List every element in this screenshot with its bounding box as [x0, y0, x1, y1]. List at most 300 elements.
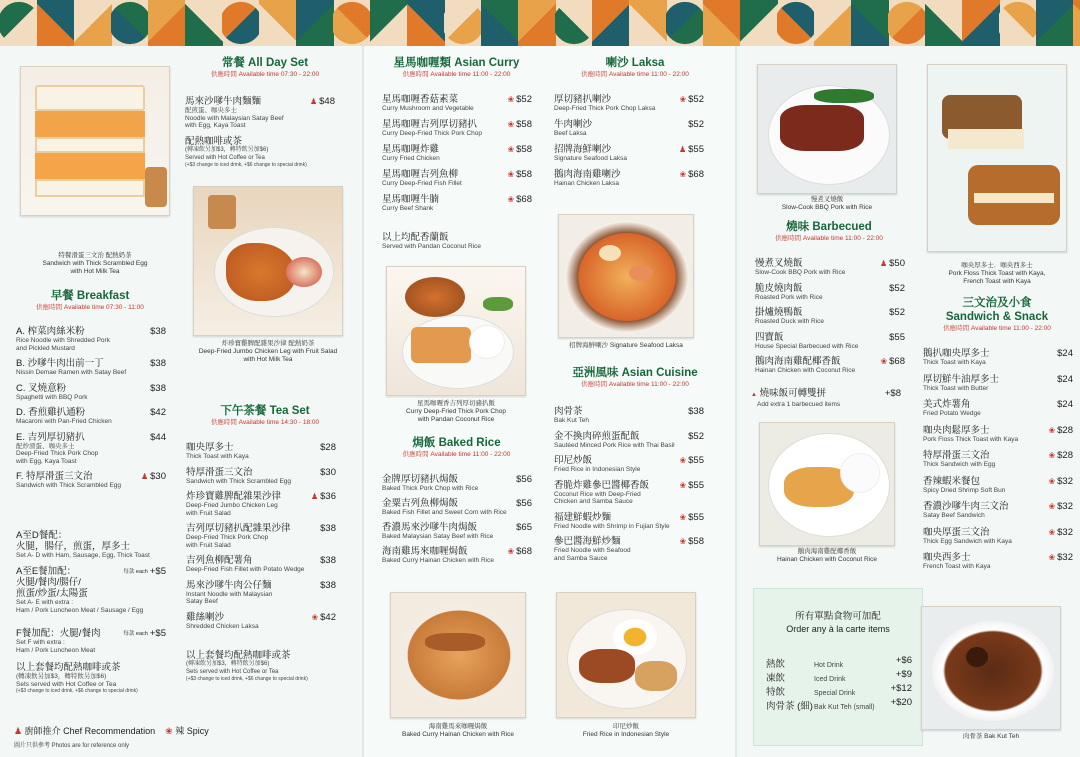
menu-item[interactable] [554, 119, 704, 138]
item-name-zh: 雞絲喇沙 [186, 611, 225, 623]
carte-item-zh: 特飲 [766, 687, 786, 698]
note-zh: (轉凍飲另加$3，轉特飲另加$6) [185, 147, 269, 153]
menu-item[interactable] [554, 406, 704, 425]
price-value: $38 [320, 555, 336, 566]
item-name-en: Slow-Cook BBQ Pork with Rice [755, 269, 846, 276]
chili-icon: ❀ [1048, 476, 1056, 486]
item-name-en: with Egg, Kaya Toast [16, 457, 77, 465]
addon-en: Set A- E with extra : [16, 599, 74, 606]
caption-zh: 招牌海鮮喇沙 Signature Seafood Laksa [569, 342, 683, 349]
caption-en: Fried Rice in Indonesian Style [582, 731, 670, 738]
photo-caption [390, 723, 526, 739]
item-price [1048, 425, 1073, 436]
pattern-tile [222, 0, 260, 46]
item-name-en: Fried Noodle with Seafood [554, 547, 631, 554]
note-zh: (轉凍飲另加$3，轉特飲另加$6) [186, 661, 270, 667]
photo-hainan [759, 422, 895, 546]
carte-item[interactable] [766, 697, 912, 713]
chili-icon: ❀ [1048, 425, 1056, 435]
photo-caption [386, 400, 526, 424]
item-price [516, 498, 532, 509]
item-price [889, 283, 905, 294]
price-value: $55 [688, 144, 704, 155]
note-en: Sets served with Hot Coffee or Tea [186, 668, 279, 675]
item-name-en: Coconut Rice with Deep-Fried [554, 490, 641, 498]
caption-en: with Pandan Coconut Rice [417, 416, 495, 423]
item-price [311, 612, 336, 623]
menu-item[interactable] [382, 498, 532, 517]
menu-item[interactable] [382, 474, 532, 493]
caption-zh: 炸珍寶雞脾配雜果沙律 配熱奶茶 [221, 340, 315, 347]
chili-icon: ❀ [311, 612, 319, 622]
menu-item[interactable] [186, 467, 336, 486]
item-price [516, 474, 532, 485]
photo-porkchop [386, 266, 526, 396]
item-name-zh: C. 叉燒意粉 [16, 382, 67, 394]
photo-caption [759, 548, 895, 564]
item-price [311, 491, 336, 502]
item-name-zh: 慢煮叉燒飯 [755, 258, 803, 269]
item-name-en: 配炒滑蛋、咖央多士 [16, 442, 75, 450]
menu-item[interactable] [186, 555, 336, 574]
price-value: $50 [889, 258, 905, 269]
note-en: (+$3 change to iced drink, +$6 change to special drink) [185, 162, 307, 168]
menu-item[interactable] [554, 536, 704, 562]
menu-item[interactable] [382, 546, 532, 565]
chili-icon: ❀ [507, 195, 515, 204]
caption-en: Sandwich with Thick Scrambled Egg [42, 260, 148, 267]
photo-bbqpork [757, 64, 897, 194]
item-name-en: Curry Deep-Fried Thick Pork Chop [382, 130, 482, 137]
pattern-tile [592, 0, 630, 46]
pattern-tile [851, 0, 889, 46]
section-title: 早餐 Breakfast [50, 290, 130, 302]
section-hours: 供應時間 Available time 11:00 - 22:00 [402, 451, 511, 458]
bullet-icon: ▲ [751, 392, 757, 398]
addon-en: (轉凍飲另加$3，轉特飲另加$6) [16, 673, 107, 680]
item-name-en: Thick Egg Sandwich with Kaya [923, 537, 1012, 545]
item-name-en: Fried Rice in Indonesian Style [554, 466, 641, 473]
menu-item[interactable] [554, 431, 704, 450]
chili-icon: ❀ [507, 547, 515, 556]
section-hours: 供應時間 Available time 07:30 - 11:00 [36, 304, 144, 311]
legend [14, 726, 354, 751]
price-value: $32 [1057, 526, 1073, 538]
menu-item[interactable] [923, 527, 1073, 546]
item-price [688, 119, 704, 130]
item-name-en: Satay Beef Sandwich [923, 512, 985, 519]
section-hours: 供應時間 Available time 11:00 - 22:00 [581, 71, 689, 78]
menu-item[interactable] [382, 119, 532, 138]
caption-en: Baked Curry Hainan Chicken with Rice [402, 731, 514, 738]
section-hours: 供應時間 Available time 14:30 - 18:00 [210, 419, 320, 426]
item-name-zh: 吉列厚切豬扒配雜果沙律 [186, 523, 291, 534]
item-name-zh: 星馬咖喱牛腩 [382, 194, 440, 205]
menu-item[interactable] [923, 425, 1073, 444]
menu-item[interactable] [186, 523, 336, 549]
price-value: $24 [1057, 373, 1073, 385]
menu-item[interactable] [382, 94, 532, 113]
item-name-zh: 招牌海鮮喇沙 [554, 144, 612, 155]
price-value: $55 [688, 511, 704, 523]
price-value: $36 [320, 491, 336, 502]
caption-zh: 肉骨茶 Bak Kut Teh [962, 733, 1020, 740]
item-name-en: Spicy Dried Shrimp Soft Bun [923, 486, 1006, 494]
section-allday-header [180, 56, 350, 79]
item-name-zh: 香脆炸雞參巴醬椰香飯 [554, 479, 650, 491]
addon-zh: 火腿/餐肉/腸仔/ [16, 577, 81, 588]
pattern-tile [111, 0, 149, 46]
item-name-zh: 馬來沙嗲牛肉公仔麵 [186, 579, 272, 591]
caption-en: with Hot Milk Tea [243, 356, 293, 363]
item-price [150, 326, 166, 337]
item-name-en: Fried Noodle with Shrimp in Fujian Style [554, 522, 670, 530]
price-value: $68 [889, 356, 905, 367]
section-breakfast-header [14, 289, 166, 312]
chili-icon: ❀ [679, 95, 687, 104]
addon-en: Set A- D with Ham, Sausage, Egg, Thick Toast [16, 552, 150, 559]
item-name-en: Curry Beef Shank [382, 205, 434, 212]
menu-item[interactable] [755, 307, 905, 326]
section-title: 下午茶餐 Tea Set [220, 405, 310, 417]
item-name-en: and Samba Sauce [554, 554, 608, 562]
item-name-zh: 星馬咖喱香菇素菜 [382, 94, 459, 105]
item-name-zh: 炸珍寶雞脾配雜果沙律 [186, 491, 282, 502]
carte-title-en: Order any à la carte items [786, 624, 890, 634]
price-value: $42 [320, 611, 336, 623]
section-laksa-header [550, 56, 720, 79]
item-name-zh: 燒味飯可轉雙拼 [759, 388, 827, 399]
item-price [679, 94, 704, 105]
price-value: $52 [889, 282, 905, 294]
menu-item[interactable] [382, 194, 532, 213]
price-value: $68 [516, 194, 532, 205]
menu-item[interactable] [16, 326, 166, 352]
item-name-zh: 吉列魚柳配薯角 [186, 555, 253, 566]
item-price [688, 431, 704, 442]
menu-item[interactable] [186, 442, 336, 461]
pattern-tile [148, 0, 186, 46]
each-label: 每款 each [123, 569, 148, 575]
pattern-tile [888, 0, 926, 46]
menu-item[interactable] [923, 348, 1073, 367]
price-value: $42 [150, 407, 166, 418]
item-name-zh: 鵝肉海南雞喇沙 [554, 169, 621, 180]
item-name-zh: 特厚滑蛋三文治 [186, 466, 253, 478]
breakfast-addon [16, 530, 166, 560]
section-title: 常餐 All Day Set [221, 57, 309, 69]
menu-item[interactable] [186, 612, 336, 631]
item-name-en: Chicken and Samba Sauce [554, 498, 633, 505]
item-price [889, 307, 905, 318]
section-title: 燒味 Barbecued [786, 221, 872, 233]
menu-item[interactable] [554, 169, 704, 188]
pattern-tile [37, 0, 75, 46]
caption-zh: 海南雞馬來咖喱焗飯 [428, 723, 488, 730]
item-name-en: Noodle with Malaysian Satay Beef [185, 114, 284, 122]
price-value: $55 [688, 455, 704, 466]
addon-zh: A至D餐配： [16, 530, 68, 541]
section-hours: 供應時間 Available time 07:30 - 22:00 [210, 71, 320, 78]
carte-item-en: Hot Drink [814, 662, 844, 669]
item-price [1048, 450, 1073, 461]
item-name-zh: 金不換肉碎煎蛋配飯 [554, 430, 640, 442]
menu-item[interactable] [554, 455, 704, 474]
carte-item-en: Iced Drink [814, 676, 846, 683]
menu-item[interactable] [186, 580, 336, 606]
item-price [1057, 399, 1073, 410]
breakfast-addon [16, 566, 166, 614]
item-name-zh: 肉骨茶 [554, 406, 583, 417]
menu-item[interactable] [923, 374, 1073, 393]
item-name-en: Shredded Chicken Laksa [186, 622, 259, 630]
item-name-zh: 星馬咖喱炸雞 [382, 144, 440, 155]
menu-item[interactable] [923, 399, 1073, 418]
note-zh: 以上均配香蘭飯 [382, 232, 449, 243]
item-price [1057, 374, 1073, 385]
price-value: $28 [1057, 450, 1073, 461]
chef-hat-icon: ♟ [140, 472, 149, 481]
note-zh: 配熱咖啡或茶 [185, 136, 243, 147]
addon-zh: 火腿，腸仔，煎蛋，厚多士 [16, 541, 131, 552]
curry-note [382, 232, 542, 251]
price-value: +$5 [149, 566, 166, 577]
item-name-en: French Toast with Kaya [923, 563, 991, 570]
addon-en: (+$3 change to iced drink, +$6 change to special drink) [16, 688, 138, 694]
chili-icon: ❀ [679, 480, 687, 490]
price-value: $32 [1057, 501, 1073, 512]
pattern-tile [629, 0, 667, 46]
chili-icon: ❀ [679, 170, 687, 179]
item-price [507, 546, 532, 557]
item-name-en: Deep-Fried Thick Pork Chop [16, 450, 99, 457]
photo-toast [927, 64, 1067, 252]
item-name-en: Thick Toast with Kaya [923, 359, 986, 366]
bbq-extra[interactable] [751, 388, 901, 409]
item-name-en: Thick Toast with Kaya [186, 453, 249, 460]
section-title-en: Sandwich & Snack [945, 311, 1049, 323]
item-name-zh: 鵝扒咖央厚多士 [923, 348, 990, 359]
carte-price: +$9 [895, 669, 912, 680]
item-name-en: Fried Potato Wedge [923, 410, 981, 417]
menu-item-allday[interactable] [185, 96, 335, 130]
pattern-tile [962, 0, 1000, 46]
price-value: $68 [688, 169, 704, 180]
menu-item[interactable] [554, 512, 704, 531]
photo-sandwich [20, 66, 170, 216]
price-value: $38 [320, 523, 336, 534]
addon-en: Ham / Pork Luncheon Meat [16, 646, 96, 654]
menu-item[interactable] [923, 552, 1073, 571]
note-en: Served with Pandan Coconut Rice [382, 243, 482, 250]
pattern-tile [296, 0, 334, 46]
item-price [1048, 552, 1073, 563]
item-price [320, 523, 336, 534]
item-name-en: Instant Noodle with Malaysian [186, 590, 273, 598]
section-hours: 供應時間 Available time 11:00 - 22:00 [775, 235, 883, 242]
item-name-zh: 脆皮燒肉飯 [755, 282, 803, 294]
item-name-zh: 厚切鮮牛油厚多士 [923, 373, 1000, 385]
chili-icon: ❀ [679, 456, 687, 465]
item-name-en: Macaroni with Pan-Fried Chicken [16, 418, 112, 425]
menu-item[interactable] [923, 450, 1073, 469]
addon-en: Sets served with Hot Coffee or Tea [16, 680, 117, 688]
item-price [150, 383, 166, 394]
price-value: $55 [889, 331, 905, 343]
menu-item[interactable] [16, 471, 166, 490]
section-snack-header [917, 296, 1077, 333]
item-price [320, 442, 336, 453]
item-name-zh: 咖央厚多士 [186, 442, 234, 453]
caption-zh: 咖央厚多士．咖央西多士 [961, 262, 1033, 269]
item-name-en: Deep-Fried Thick Pork Chop Laksa [554, 105, 656, 112]
item-name-zh: A. 榨菜肉絲米粉 [16, 326, 85, 337]
item-name-zh: 香濃沙嗲牛肉三文治 [923, 501, 1009, 512]
pattern-tile [555, 0, 593, 46]
price-value: $38 [150, 382, 166, 394]
menu-item[interactable] [16, 358, 166, 377]
photo-caption [757, 196, 897, 212]
item-name-zh: 金牌厚切豬扒焗飯 [382, 474, 459, 485]
item-name-en: Spaghetti with BBQ Pork [16, 393, 88, 401]
note-en: (+$3 change to iced drink, +$6 change to special drink) [186, 676, 308, 682]
menu-item[interactable] [755, 258, 905, 277]
breakfast-addon [16, 628, 166, 654]
item-price [679, 144, 704, 155]
item-price [679, 169, 704, 180]
pattern-tile [333, 0, 371, 46]
item-price [320, 467, 336, 478]
item-price [320, 580, 336, 591]
item-name-en: Satay Beef [186, 598, 218, 605]
item-name-zh: B. 沙嗲牛肉出前一丁 [16, 358, 104, 369]
carte-item-zh: 凍飲 [766, 673, 786, 684]
ala-carte-box [753, 588, 923, 746]
price-value: $68 [516, 546, 532, 557]
item-price [880, 356, 905, 367]
menu-item[interactable] [16, 407, 166, 426]
pattern-tile [444, 0, 482, 46]
chili-icon: ❀ [1048, 527, 1056, 537]
item-name-zh: D. 香煎雞扒通粉 [16, 407, 86, 418]
section-title: 星馬咖喱類 Asian Curry [393, 57, 520, 69]
photo-chicken [193, 186, 343, 336]
chili-icon: ❀ [507, 95, 515, 104]
pattern-tile [703, 0, 741, 46]
chef-hat-icon: ♟ [309, 97, 318, 106]
item-price [516, 522, 532, 533]
pattern-tile [259, 0, 297, 46]
price-value: $32 [1057, 552, 1073, 563]
pattern-tile [666, 0, 704, 46]
price-value: $55 [688, 479, 704, 491]
photo-caption [921, 733, 1061, 741]
item-name-en: Deep-Fried Thick Pork Chop [186, 534, 269, 541]
item-name-en: Thick Sandwich with Egg [923, 461, 996, 468]
item-name-zh: 鵝肉海南雞配椰香飯 [755, 356, 841, 367]
menu-item[interactable] [554, 144, 704, 163]
item-name-zh: 星馬咖喱吉列魚柳 [382, 169, 459, 180]
menu-item[interactable] [382, 144, 532, 163]
item-name-en: Sandwich with Thick Scrambled Egg [16, 482, 122, 489]
price-value: $52 [516, 94, 532, 105]
addon-zh: A至E餐加配： [16, 566, 77, 577]
menu-item[interactable] [755, 283, 905, 302]
item-name-zh: 美式炸薯角 [923, 399, 971, 410]
item-name-en: Roasted Duck with Rice [755, 318, 824, 325]
pattern-tile [74, 0, 112, 46]
caption-zh: 印尼炒飯 [613, 723, 639, 730]
carte-price: +$6 [895, 655, 912, 666]
menu-item[interactable] [382, 522, 532, 541]
item-price [1048, 476, 1073, 487]
pattern-tile [407, 0, 445, 46]
section-title: 焗飯 Baked Rice [412, 437, 501, 449]
menu-item[interactable] [755, 356, 905, 375]
section-baked-header [374, 436, 539, 459]
item-name-zh: 特厚滑蛋三文治 [923, 450, 990, 461]
menu-item[interactable] [554, 94, 704, 113]
menu-item[interactable] [186, 491, 336, 517]
price-value: +$5 [149, 628, 166, 639]
menu-item[interactable] [923, 501, 1073, 520]
menu-item[interactable] [16, 383, 166, 402]
item-price [507, 169, 532, 180]
section-hours: 供應時間 Available time 11:00 - 22:00 [402, 71, 511, 78]
chili-icon: ❀ [507, 120, 515, 129]
menu-item[interactable] [382, 169, 532, 188]
caption-zh: 慢煮叉燒飯 [810, 196, 844, 203]
menu-item[interactable] [16, 432, 166, 466]
menu-item[interactable] [554, 480, 704, 506]
item-name-en: Sandwich with Thick Scrambled Egg [186, 477, 292, 485]
menu-item[interactable] [755, 332, 905, 351]
item-name-en: Thick Toast with Butter [923, 384, 989, 392]
chef-hat-icon: ♟ [310, 492, 319, 501]
pattern-tile [740, 0, 778, 46]
item-price [1048, 527, 1073, 538]
caption-zh: 星馬咖喱香吉列厚切豬扒飯 [417, 400, 495, 407]
price-value: $38 [688, 406, 704, 417]
menu-item[interactable] [923, 476, 1073, 495]
item-name-en: with Fruit Salad [186, 509, 231, 517]
addon-price [123, 566, 166, 578]
price-value: $24 [1057, 348, 1073, 359]
item-name-en: Nissin Demae Ramen with Satay Beef [16, 369, 127, 376]
item-price [150, 432, 166, 443]
price-value: $30 [320, 466, 336, 478]
breakfast-addon [16, 662, 166, 696]
item-price [679, 536, 704, 547]
legend-photo-note: 圖片只供參考 Photos are for reference only [14, 743, 130, 749]
legend-spicy: 辣 Spicy [175, 726, 209, 736]
price-value: $58 [516, 144, 532, 155]
photo-bkt [921, 606, 1061, 730]
section-tea-header [180, 404, 350, 427]
pattern-tile [814, 0, 852, 46]
carte-item-zh: 熱飲 [766, 659, 786, 670]
price-value: $58 [516, 169, 532, 180]
item-name-en: Bak Kut Teh [554, 417, 589, 424]
item-price [150, 407, 166, 418]
chef-hat-icon: ♟ [879, 259, 888, 268]
price-value: $58 [688, 536, 704, 547]
item-price [507, 144, 532, 155]
carte-item-en: Bak Kut Teh (small) [814, 704, 875, 711]
item-name-zh: 香辣蝦米餐包 [923, 475, 981, 487]
item-price [507, 94, 532, 105]
each-label: 每款 each [123, 631, 148, 637]
